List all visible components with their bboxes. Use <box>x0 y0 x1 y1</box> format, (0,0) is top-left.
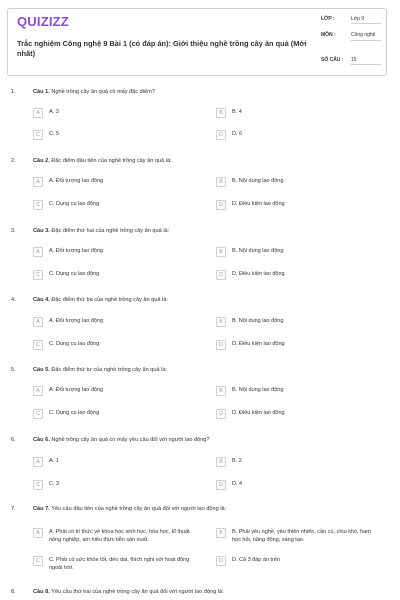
option-letter-box: A <box>33 317 43 327</box>
option-letter-box: B <box>216 177 226 187</box>
option-letter-box: B <box>216 386 226 396</box>
meta-value: Lớp 9 <box>351 16 381 24</box>
question-text <box>33 228 383 235</box>
option-letter-box: A <box>33 386 43 396</box>
worksheet-header <box>7 8 387 76</box>
option-text: A. Đối tượng lao động <box>49 318 104 324</box>
question-body: Đặc điểm thứ tư của nghề trồng cây ăn quả là: <box>51 367 168 373</box>
option-letter-box: A <box>33 528 43 538</box>
option-text: C. Dụng cụ lao động <box>49 410 100 416</box>
question-number: 6. <box>11 437 16 443</box>
option-text: C. 3 <box>49 481 60 487</box>
option-letter-box: C <box>33 340 43 350</box>
question-body: Nghề trồng cây ăn quả có mấy yêu cầu đối với người lao động? <box>51 437 210 443</box>
option-letter-box: D <box>216 480 226 490</box>
option-letter-box: B <box>216 528 226 538</box>
option-text: A. Đối tượng lao động <box>49 178 104 184</box>
option-text: D. Cả 3 đáp án trên <box>232 557 281 563</box>
question-text <box>33 297 383 304</box>
question-body: Nghề trồng cây ăn quả có mấy đặc điểm? <box>51 89 155 95</box>
option-letter-box: D <box>216 130 226 140</box>
option-letter-box: C <box>33 270 43 280</box>
option-letter-box: D <box>216 200 226 210</box>
option-letter-box: C <box>33 409 43 419</box>
option-text: B. Nội dung lao động <box>232 318 284 324</box>
meta-label: MÔN : <box>321 32 336 38</box>
option-text: A. Đối tượng lao động <box>49 248 104 254</box>
option-text: D. Điều kiện lao động <box>232 201 285 207</box>
option-letter-box: A <box>33 457 43 467</box>
question-label: Câu 4. <box>33 297 50 303</box>
meta-value: Công nghệ <box>351 32 381 41</box>
option-letter-box: D <box>216 409 226 419</box>
option-letter-box: C <box>33 556 43 566</box>
question-label: Câu 2. <box>33 158 50 164</box>
question-body: Yêu cầu thứ hai của nghề trồng cây ăn quả đối với người lao động là: <box>51 589 224 595</box>
question-body: Yêu cầu đầu tiên của nghề trồng cây ăn quả đối với người lao động là: <box>51 506 227 512</box>
option-text: B. 4 <box>232 109 242 115</box>
question-label: Câu 5. <box>33 367 50 373</box>
question-label: Câu 3. <box>33 228 50 234</box>
question-number: 8. <box>11 589 16 595</box>
option-letter-box: B <box>216 317 226 327</box>
question-text <box>33 506 383 513</box>
option-text: D. 4 <box>232 481 243 487</box>
option-text: B. Nội dung lao động <box>232 387 284 393</box>
question-text <box>33 589 383 596</box>
option-letter-box: D <box>216 340 226 350</box>
option-text: D. Điều kiện lao động <box>232 271 285 277</box>
question-label: Câu 7. <box>33 506 50 512</box>
option-text: D. Điều kiện lao động <box>232 410 285 416</box>
option-text: B. Phải yêu nghề, yêu thiên nhiên, cần cù, chịu khó, ham học hỏi, năng động, sáng tạo. <box>232 529 371 543</box>
option-letter-box: C <box>33 130 43 140</box>
worksheet-title: Trắc nghiệm Công nghệ 9 Bài 1 (có đáp án): Giới thiệu nghề trồng cây ăn quả (Mới nhất) <box>17 39 307 58</box>
question-text <box>33 158 383 165</box>
question-number: 4. <box>11 297 16 303</box>
option-text: C. Dụng cụ lao động <box>49 341 100 347</box>
question-label: Câu 8. <box>33 589 50 595</box>
option-text: C. Phải có sức khỏe tốt, dẻo dai, thích nghi với hoạt động ngoài trời. <box>49 557 190 571</box>
option-text: A. Phải có tri thức về khoa học sinh học, hóa học, kĩ thuật nông nghiệp, am hiểu thực tiễn sản xuất. <box>49 529 190 543</box>
option-text: A. 3 <box>49 109 59 115</box>
option-letter-box: A <box>33 108 43 118</box>
question-number: 3. <box>11 228 16 234</box>
meta-label: LỚP : <box>321 16 335 22</box>
meta-label: SỐ CÂU : <box>321 57 344 63</box>
question-body: Đặc điểm thứ ba của nghề trồng cây ăn quả là: <box>51 297 168 303</box>
option-text: D. Điều kiện lao động <box>232 341 285 347</box>
question-text <box>33 437 383 444</box>
option-letter-box: C <box>33 200 43 210</box>
question-body: Đặc điểm đầu tiên của nghề trồng cây ăn quả là: <box>51 158 172 164</box>
question-number: 7. <box>11 506 16 512</box>
option-letter-box: A <box>33 247 43 257</box>
question-label: Câu 6. <box>33 437 50 443</box>
option-text: B. Nội dung lao động <box>232 178 284 184</box>
option-letter-box: D <box>216 556 226 566</box>
option-text: A. Đối tượng lao động <box>49 387 104 393</box>
question-label: Câu 1. <box>33 89 50 95</box>
option-letter-box: C <box>33 480 43 490</box>
option-letter-box: A <box>33 177 43 187</box>
option-letter-box: B <box>216 457 226 467</box>
option-text: B. Nội dung lao động <box>232 248 284 254</box>
question-text <box>33 89 383 96</box>
meta-value: 15 <box>351 57 381 65</box>
option-text: A. 1 <box>49 458 59 464</box>
option-text: D. 6 <box>232 131 243 137</box>
option-letter-box: D <box>216 270 226 280</box>
question-text <box>33 367 383 374</box>
option-letter-box: B <box>216 108 226 118</box>
option-text: B. 2 <box>232 458 242 464</box>
question-number: 5. <box>11 367 16 373</box>
option-text: C. 5 <box>49 131 60 137</box>
option-text: C. Dụng cụ lao động <box>49 201 100 207</box>
question-number: 1. <box>11 89 16 95</box>
question-number: 2. <box>11 158 16 164</box>
question-body: Đặc điểm thứ hai của nghề trồng cây ăn quả là: <box>51 228 170 234</box>
option-text: C. Dụng cụ lao động <box>49 271 100 277</box>
option-letter-box: B <box>216 247 226 257</box>
quizizz-logo: QUIZIZZ <box>17 14 69 29</box>
